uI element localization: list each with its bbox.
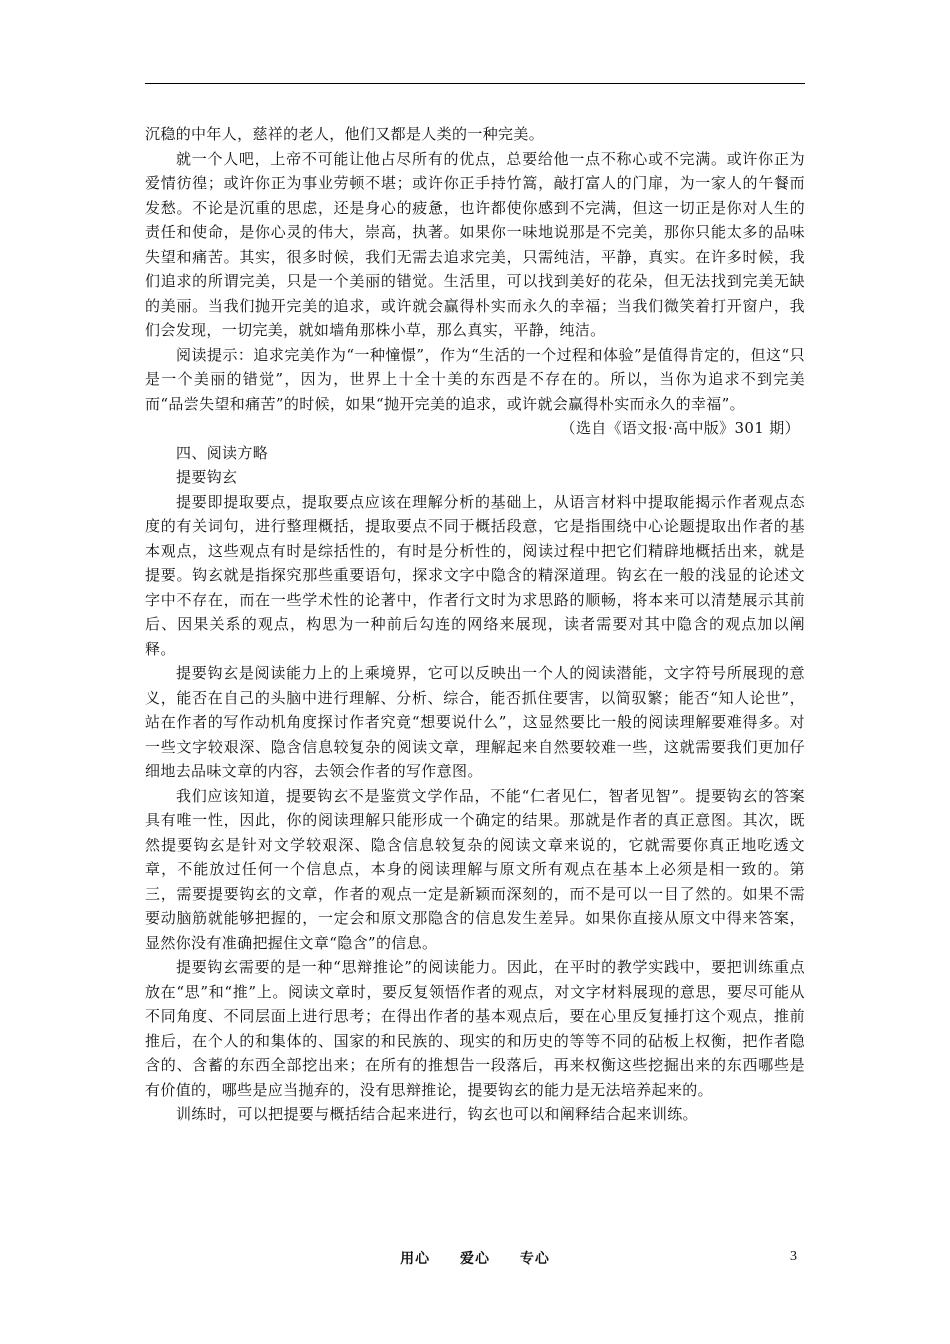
paragraph-6: 提要钩玄需要的是一种“思辩推论”的阅读能力。因此，在平时的教学实践中，要把训练重点放在“思”和“推”上。阅读文章时，要反复领悟作者的观点，对文字材料展现的意思，要尽可能从不同角度、不同层面上进行思考；在得出作者的基本观点后，要在心里反复捶打这个观点，推前推后，在个人的和集体的、国家的和民族的、现实的和历史的等等不同的砧板上权衡，把作者隐含的、含蓄的东西全部挖出来；在所有的推想告一段落后，再来权衡这些挖掘出来的东西哪些是有价值的，哪些是应当抛弃的，没有思辩推论，提要钩玄的能力是无法培养起来的。 bbox=[145, 958, 805, 1099]
paragraph-3: 提要即提取要点，提取要点应该在理解分析的基础上，从语言材料中提取能揭示作者观点态度的有关词句，进行整理概括，提取要点不同于概括段意，它是指围绕中心论题提取出作者的基本观点，这些观点有时是综括性的，有时是分析性的，阅读过程中把它们精辟地概括出来，就是提要。钩玄就是指探究那些重要语句，探求文字中隐含的精深道理。钩玄在一般的浅显的论述文字中不存在，而在一些学术性的论著中，作者行文时为求思路的顺畅，将本来可以清楚展示其前后、因果关系的观点，构思为一种前后勾连的网络来展现，读者需要对其中隐含的观点加以阐释。 bbox=[145, 492, 805, 658]
source-citation: （选自《语文报·高中版》301 期） bbox=[560, 419, 800, 437]
section-heading: 四、阅读方略 bbox=[176, 443, 269, 462]
header-rule bbox=[145, 83, 805, 84]
footer-item: 专心 bbox=[519, 1251, 550, 1267]
subsection-heading: 提要钩玄 bbox=[176, 468, 238, 486]
reading-tip-paragraph: 阅读提示：追求完美作为“一种憧憬”，作为“生活的一个过程和体验”是值得肯定的，但这“只是一个美丽的错觉”，因为，世界上十全十美的东西是不存在的。所以，当你为追求不到完美而“品尝失望和痛苦”的时候，如果“抛开完美的追求，或许就会赢得朴实而永久的幸福”。 bbox=[145, 345, 805, 413]
paragraph-7: 训练时，可以把提要与概括结合起来进行，钩玄也可以和阐释结合起来训练。 bbox=[176, 1105, 698, 1123]
paragraph-5: 我们应该知道，提要钩玄不是鉴赏文学作品，不能“仁者见仁，智者见智”。提要钩玄的答案具有唯一性，因此，你的阅读理解只能形成一个确定的结果。那就是作者的真正意图。其次，既然提要钩玄是针对文学较艰深、隐含信息较复杂的阅读文章来说的，它就需要你真正地吃透文章，不能放过任何一个信息点，本身的阅读理解与原文所有观点在基本上必须是相一致的。第三，需要提要钩玄的文章，作者的观点一定是新颖而深刻的，而不是可以一目了然的。如果不需要动脑筋就能够把握的，一定会和原文那隐含的信息发生差异。如果你直接从原文中得来答案，显然你没有准确把握住文章“隐含”的信息。 bbox=[145, 786, 805, 952]
document-body bbox=[145, 122, 805, 1127]
paragraph-1: 沉稳的中年人，慈祥的老人，他们又都是人类的一种完美。 bbox=[145, 125, 545, 143]
page-number: 3 bbox=[790, 1249, 797, 1264]
footer-item: 爱心 bbox=[460, 1251, 490, 1267]
footer-item: 用心 bbox=[400, 1251, 431, 1267]
footer-motto bbox=[0, 1248, 950, 1268]
paragraph-4: 提要钩玄是阅读能力上的上乘境界，它可以反映出一个人的阅读潜能，文字符号所展现的意义，能否在自己的头脑中进行理解、分析、综合，能否抓住要害，以简驭繁；能否“知人论世”，站在作者的写作动机角度探讨作者究竟“想要说什么”，这显然要比一般的阅读理解要难得多。对一些文字较艰深、隐含信息较复杂的阅读文章，理解起来自然要较难一些，这就需要我们更加仔细地去品味文章的内容，去领会作者的写作意图。 bbox=[145, 664, 805, 780]
paragraph-2: 就一个人吧，上帝不可能让他占尽所有的优点，总要给他一点不称心或不完满。或许你正为爱情彷徨；或许你正为事业劳顿不堪；或许你正手持竹篙，敲打富人的门扉，为一家人的午餐而发愁。不论是沉重的思虑，还是身心的疲惫，也许都使你感到不完满，但这一切正是你对人生的责任和使命，是你心灵的伟大，崇高，执著。如果你一味地说那是不完美，那你只能太多的品味失望和痛苦。其实，很多时候，我们无需去追求完美，只需纯洁，平静，真实。在许多时候，我们追求的所谓完美，只是一个美丽的错觉。生活里，可以找到美好的花朵，但无法找到完美无缺的美丽。当我们抛开完美的追求，或许就会赢得朴实而永久的幸福；当我们微笑着打开窗户，我们会发现，一切完美，就如墙角那株小草，那么真实，平静，纯洁。 bbox=[145, 149, 805, 339]
